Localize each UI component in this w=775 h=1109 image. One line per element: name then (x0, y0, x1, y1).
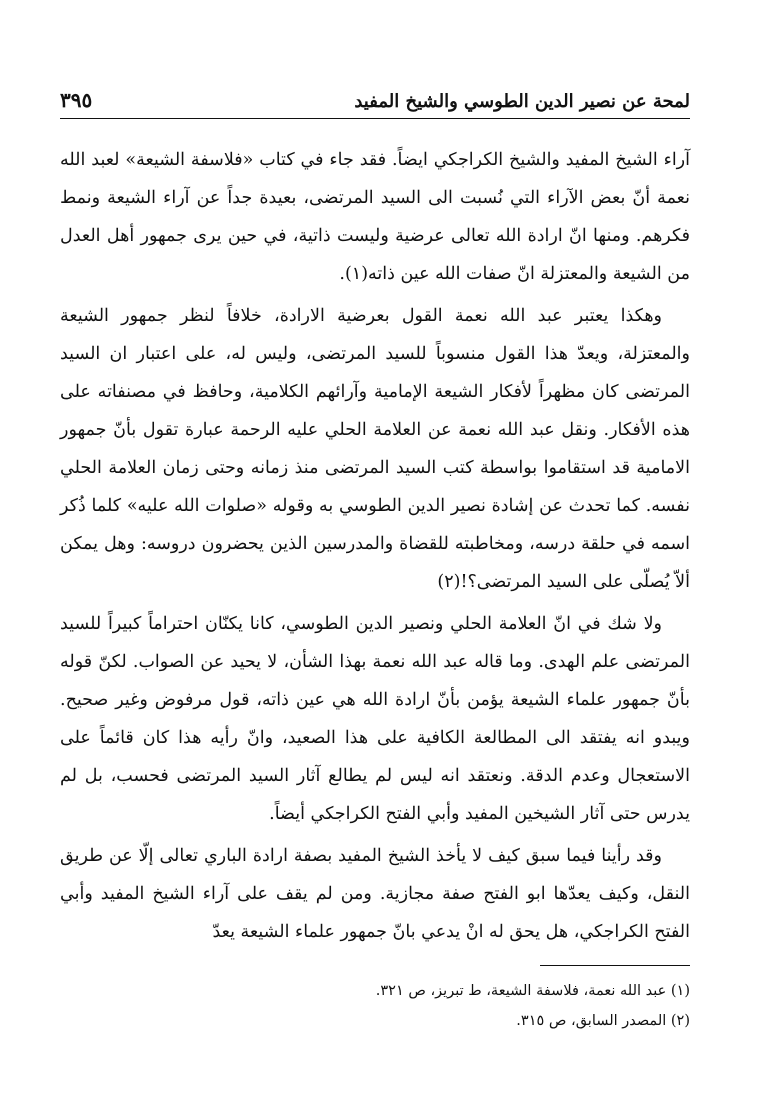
page-number: ٣٩٥ (60, 88, 93, 112)
footnotes (60, 976, 690, 1036)
footnote-divider (540, 965, 690, 966)
paragraph-3: ولا شك في انّ العلامة الحلي ونصير الدين الطوسي، كانا يكنّان احتراماً كبيراً للسيد المرتضى علم الهدى. وما قاله عبد الله نعمة بهذا الشأن، لا يحيد عن الصواب. لكنّ قوله بأنّ جمهور علماء الشيعة يؤمن بأنّ ارادة الله هي عين ذاته، قول مرفوض وغير صحيح. ويبدو انه يفتقد الى المطالعة الكافية على هذا الصعيد، وانّ رأيه هذا كان قائماً على الاستعجال وعدم الدقة. ونعتقد انه ليس لم يطالع آثار السيد المرتضى فحسب، بل لم يدرس حتى آثار الشيخين المفيد وأبي الفتح الكراجكي أيضاً. (60, 614, 690, 824)
running-title: لمحة عن نصير الدين الطوسي والشيخ المفيد (354, 91, 690, 112)
footnote-1: (١) عبد الله نعمة، فلاسفة الشيعة، ط تبريز، ص ٣٢١. (375, 983, 690, 999)
page-header (60, 88, 690, 119)
paragraph-4: وقد رأينا فيما سبق كيف لا يأخذ الشيخ المفيد بصفة ارادة الباري تعالى إلّا عن طريق النقل، وكيف يعدّها ابو الفتح صفة مجازية. ومن لم يقف على آراء الشيخ المفيد وأبي الفتح الكراجكي، هل يحق له انْ يدعي بانّ جمهور علماء الشيعة يعدّ (60, 846, 690, 942)
book-page (60, 88, 690, 1036)
footnote-2: (٢) المصدر السابق، ص ٣١٥. (516, 1013, 690, 1029)
paragraph-1: آراء الشيخ المفيد والشيخ الكراجكي ايضاً. فقد جاء في كتاب «فلاسفة الشيعة» لعبد الله نعمة أنّ بعض الآراء التي نُسبت الى السيد المرتضى، بعيدة جداً عن آراء الشيعة ونمط فكرهم. ومنها انّ ارادة الله تعالى عرضية وليست ذاتية، في حين يرى جمهور أهل العدل من الشيعة والمعتزلة انّ صفات الله عين ذاته(١). (60, 150, 690, 284)
body-text (60, 141, 690, 951)
paragraph-2: وهكذا يعتبر عبد الله نعمة القول بعرضية الارادة، خلافاً لنظر جمهور الشيعة والمعتزلة، ويعدّ هذا القول منسوباً للسيد المرتضى، وليس له، على اعتبار ان السيد المرتضى كان مظهراً لأفكار الشيعة الإمامية وآرائهم الكلامية، وحافظ في مصنفاته على هذه الأفكار. ونقل عبد الله نعمة عن العلامة الحلي عليه الرحمة عبارة تقول بأنّ جمهور الامامية قد استقاموا بواسطة كتب السيد المرتضى منذ زمانه وحتى زمان العلامة الحلي نفسه. كما تحدث عن إشادة نصير الدين الطوسي به وقوله «صلوات الله عليه» كلما ذُكر اسمه في حلقة درسه، ومخاطبته للقضاة والمدرسين الذين يحضرون دروسه: وهل يمكن ألاّ يُصلّى على السيد المرتضى؟!(٢) (60, 306, 690, 592)
